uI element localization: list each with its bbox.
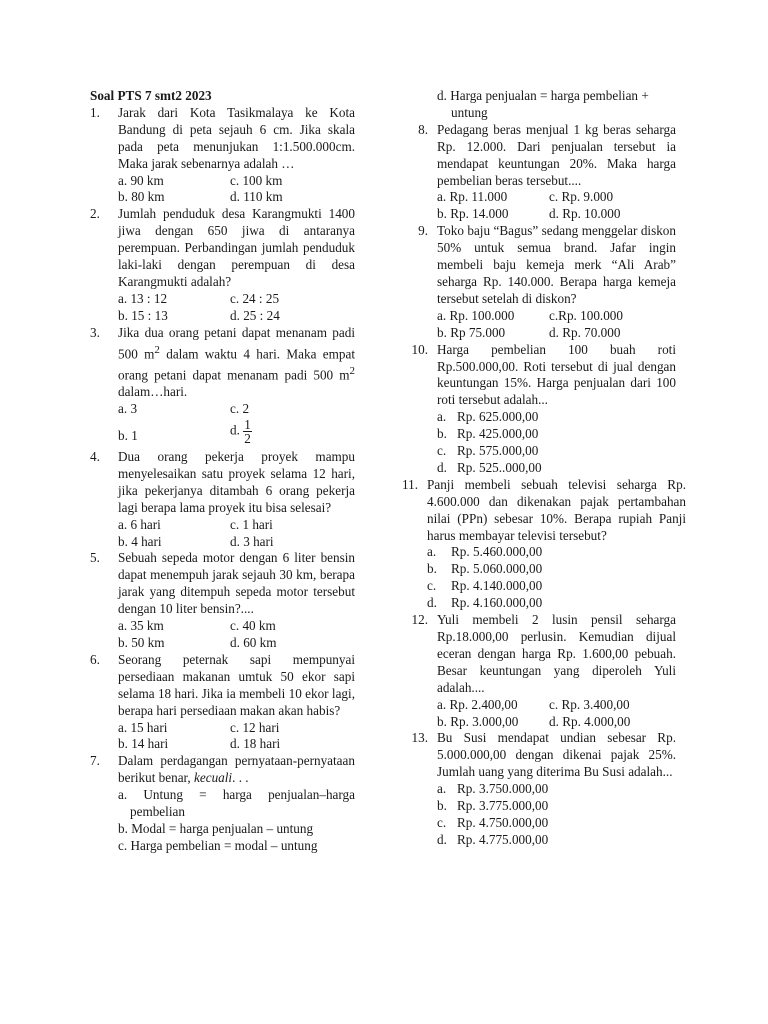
answer-options [437,308,676,342]
question-6 [90,652,355,753]
question-stem: Yuli membeli 2 lusin pensil seharga Rp.18.000,00 perlusin. Kemudian dijual eceran dengan harga Rp. 1.600,00 pebuah. Besar keuntungan yang diperoleh Yuli adalah.... [437,612,676,695]
question-1 [90,105,355,206]
option-d: d. Rp. 10.000 [549,206,621,222]
question-5 [90,550,355,651]
option-text: Rp. 4.750.000,00 [457,814,549,830]
option-b: b. 4 hari [118,533,162,549]
option-b [427,561,676,578]
option-c: c. 12 hari [230,719,280,735]
option-letter: b. [427,561,437,577]
question-3 [90,325,355,445]
question-10 [400,342,676,477]
option-text: Rp. 4.775.000,00 [457,831,549,847]
question-stem: Bu Susi mendapat undian sebesar Rp. 5.000.000,00 dengan dikenai pajak 25%. Jumlah uang yang diterima Bu Susi adalah... [437,730,676,780]
option-c: c. 100 km [230,172,283,188]
left-column [90,88,355,855]
option-text: Rp. 5.460.000,00 [451,544,543,560]
answer-options [118,787,355,855]
question-number: 6. [90,651,100,667]
stem-part: dalam waktu 4 hari. Maka empat orang petani dapat menanam padi 500 m [118,345,356,383]
question-number: 9. [418,223,428,239]
question-stem [118,325,355,401]
option-d [437,832,676,849]
option-b [437,798,676,815]
option-c: c. 1 hari [230,516,273,532]
option-b: b. Rp. 14.000 [437,206,509,222]
answer-options [118,291,355,325]
option-text: Rp. 3.750.000,00 [457,781,549,797]
option-c [427,578,676,595]
option-b: b. Rp. 3.000,00 [437,713,519,729]
option-a: a. Untung = harga penjualan–harga pembelian [118,787,355,820]
option-text: Rp. 625.000,00 [457,409,539,425]
question-stem: Jumlah penduduk desa Karangmukti 1400 jiwa dengan 650 jiwa di antaranya perempuan. Perbandingan jumlah penduduk laki-laki dengan perempuan di desa Karangmukti adalah? [118,206,355,289]
option-text: Rp. 525..000,00 [457,459,542,475]
option-text: Rp. 4.160.000,00 [451,595,543,611]
option-b: b. Rp 75.000 [437,324,506,340]
question-7 [90,753,355,854]
answer-options [437,697,676,731]
option-letter: d. [230,422,240,438]
question-13 [400,730,676,848]
stem-part: dalam…hari. [118,384,188,400]
right-column [400,88,686,849]
option-d: d. Rp. 70.000 [549,324,621,340]
denominator: 2 [244,431,251,446]
option-letter: a. [427,544,437,560]
option-text: Rp. 5.060.000,00 [451,561,543,577]
question-stem: Toko baju “Bagus” sedang menggelar diskon 50% untuk semua brand. Jafar ingin membeli baju kemeja merk “Ali Arab” seharga Rp. 140.000. Berapa harga kemeja tersebut setelah di diskon? [437,223,676,306]
option-b [437,426,676,443]
option-text: Rp. 4.140.000,00 [451,578,543,594]
answer-options [118,401,355,445]
stem-part: Jika dua orang petani dapat menanam padi 500 m [118,324,355,361]
question-stem: Pedagang beras menjual 1 kg beras seharga Rp. 12.000. Dari penjualan tersebut ia mendapat keuntungan 20%. Maka harga pembelian beras tersebut.... [437,121,676,188]
option-a: a. Rp. 2.400,00 [437,696,518,712]
question-number: 4. [90,449,100,464]
question-stem: Panji membeli sebuah televisi seharga Rp. 4.600.000 dan dikenakan pajak pertambahan nilai (PPn) sebesar 10%. Berapa rupiah Panji harus membayar televisi tersebut? [427,476,686,543]
option-a: a. 90 km [118,172,164,188]
answer-options [427,544,676,612]
option-d: d. 110 km [230,189,283,205]
option-c [437,815,676,832]
question-stem: Dua orang pekerja proyek mampu menyelesaikan satu proyek selama 12 hari, jika pekerjanya ditambah 6 orang pekerja lagi berapa lama proyek itu bisa selesai? [118,449,355,515]
question-number: 13. [411,730,428,746]
option-letter: c. [437,814,447,830]
option-a: a. 35 km [118,618,164,634]
numerator: 1 [244,417,251,432]
question-number: 11. [402,476,418,492]
option-d: d. Rp. 4.000,00 [549,713,631,729]
superscript: 2 [349,364,355,377]
question-9 [400,223,676,341]
stem-emphasis: kecuali [194,770,233,786]
option-a: a. 6 hari [118,516,161,532]
option-a [437,781,676,798]
option-d: d. 3 hari [230,533,274,549]
option-letter: d. [427,595,437,611]
option-b: b. 50 km [118,634,165,650]
option-text: Rp. 425.000,00 [457,426,539,442]
option-letter: d. [437,459,447,475]
question-stem [118,753,355,787]
question-stem: Sebuah sepeda motor dengan 6 liter bensin dapat menempuh jarak sejauh 30 km, berapa jarak yang ditempuh sepeda motor tersebut dengan 10 liter bensin?.... [118,550,355,617]
option-letter: c. [427,578,437,594]
answer-options [118,720,355,754]
answer-options [118,173,355,207]
question-stem: Jarak dari Kota Tasikmalaya ke Kota Bandung di peta sejauh 6 cm. Jika skala pada peta menunjukan 1:1.500.000cm. Maka jarak sebenarnya adalah … [118,104,355,171]
option-text: Rp. 3.775.000,00 [457,798,549,814]
answer-options [437,189,676,223]
answer-options [437,409,676,477]
option-d [230,418,355,445]
option-letter: b. [437,426,447,442]
question-number: 10. [411,341,428,357]
option-d [427,595,676,612]
page-title: Soal PTS 7 smt2 2023 [90,88,212,103]
option-letter: d. [437,831,447,847]
answer-options [118,517,355,551]
question-7-option-d [400,88,676,122]
option-a [437,409,676,426]
option-b: b. 14 hari [118,736,169,752]
option-d: d. 25 : 24 [230,307,280,323]
option-d: d. 18 hari [230,736,281,752]
question-number: 7. [90,753,100,769]
question-2 [90,206,355,324]
question-12 [400,612,676,730]
option-a: a. Rp. 11.000 [437,189,508,205]
option-a: a. 13 : 12 [118,290,168,306]
answer-options [118,618,355,652]
answer-options [437,781,676,849]
question-stem: Seorang peternak sapi mempunyai persediaan makanan umtuk 50 ekor sapi selama 18 hari. Jika ia membeli 10 ekor lagi, berapa hari persediaan makan akan habis? [118,651,355,718]
question-number: 3. [90,324,100,340]
question-8 [400,122,676,223]
option-letter: b. [437,798,447,814]
option-b: b. 15 : 13 [118,307,168,323]
option-a: a. Rp. 100.000 [437,307,515,323]
question-11 [390,476,686,612]
question-number: 8. [418,121,428,137]
option-b: b. Modal = harga penjualan – untung [118,820,314,836]
question-4 [90,449,355,550]
option-c: c. 24 : 25 [230,290,280,306]
question-number: 5. [90,550,100,566]
option-d [437,460,676,477]
option-letter: c. [437,443,447,459]
option-letter: a. [437,409,447,425]
option-d: d. Harga penjualan = harga pembelian + untung [437,88,649,120]
option-d: d. 60 km [230,634,277,650]
option-b: b. 80 km [118,189,165,205]
option-b: b. 1 [118,428,138,443]
option-c: c. 2 [230,401,250,417]
option-text: Rp. 575.000,00 [457,443,539,459]
question-number: 1. [90,104,100,120]
question-stem: Harga pembelian 100 buah roti Rp.500.000,00. Roti tersebut di jual dengan keuntungan 15%. Harga penjualan dari 100 roti tersebut adalah... [437,341,676,408]
option-c: c. 40 km [230,618,276,634]
option-c [437,443,676,460]
question-number: 2. [90,206,100,222]
fraction [243,418,252,445]
stem-part: Dalam perdagangan pernyataan-pernyataan berikut benar, [118,753,355,786]
option-a [427,544,676,561]
option-a: a. 15 hari [118,719,168,735]
question-number: 12. [411,612,428,628]
option-letter: a. [437,781,447,797]
stem-part: . . . [232,770,249,786]
option-c: c. Harga pembelian = modal – untung [118,837,318,853]
option-c: c.Rp. 100.000 [549,307,623,323]
option-c: c. Rp. 9.000 [549,189,614,205]
option-a: a. 3 [118,401,138,417]
superscript: 2 [154,343,160,356]
option-c: c. Rp. 3.400,00 [549,696,630,712]
